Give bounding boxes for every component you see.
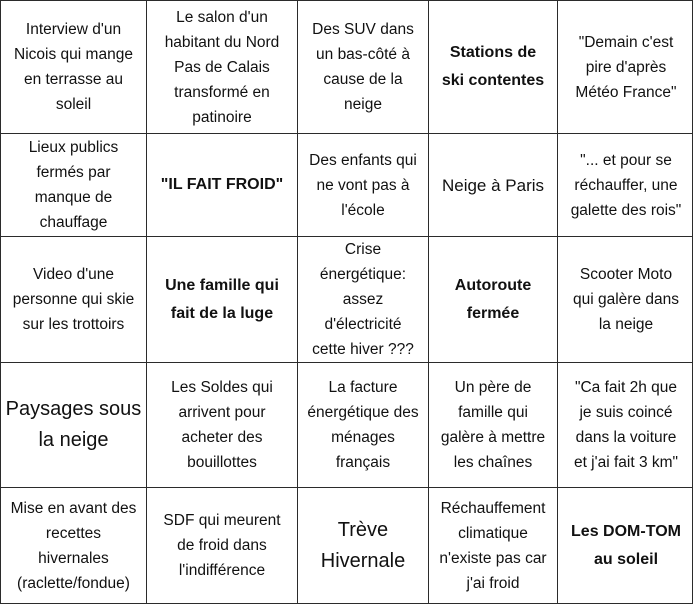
bingo-cell-text: Des enfants qui ne vont pas à l'école <box>309 151 417 219</box>
bingo-cell-text: Autoroute fermée <box>454 276 532 322</box>
bingo-cell-text: Mise en avant des recettes hivernales (raclette/fondue) <box>10 499 137 592</box>
bingo-cell-text: Trève Hivernale <box>320 518 406 572</box>
bingo-cell-text: Interview d'un Nicois qui mange en terrasse au soleil <box>14 21 133 113</box>
bingo-cell-1-1 <box>1 1 147 134</box>
bingo-cell-1-2 <box>147 1 298 134</box>
bingo-cell-4-2 <box>147 363 298 488</box>
bingo-cell-text: Crise énergétique: assez d'électricité cette hiver ??? <box>312 241 414 358</box>
bingo-cell-3-2 <box>147 237 298 363</box>
bingo-cell-text: "Demain c'est pire d'après Météo France" <box>575 33 677 101</box>
bingo-cell-3-4 <box>429 237 558 363</box>
bingo-cell-1-5 <box>558 1 693 134</box>
bingo-cell-1-3 <box>298 1 429 134</box>
bingo-cell-3-5 <box>558 237 693 363</box>
bingo-cell-text: Des SUV dans un bas-côté à cause de la neige <box>312 21 414 113</box>
bingo-cell-text: Stations de ski contentes <box>441 44 545 89</box>
bingo-cell-3-1 <box>1 237 147 363</box>
bingo-cell-2-5 <box>558 134 693 237</box>
bingo-cell-5-5 <box>558 488 693 603</box>
bingo-cell-1-4 <box>429 1 558 134</box>
bingo-cell-text: "... et pour se réchauffer, une galette des rois" <box>570 151 682 219</box>
bingo-cell-4-5 <box>558 363 693 488</box>
bingo-cell-text: Les Soldes qui arrivent pour acheter des bouillottes <box>171 379 273 471</box>
bingo-cell-text: Neige à Paris <box>441 175 545 195</box>
bingo-cell-text: Les DOM-TOM au soleil <box>571 522 681 568</box>
bingo-cell-2-3 <box>298 134 429 237</box>
bingo-cell-text: "Ca fait 2h que je suis coincé dans la voiture et j'ai fait 3 km" <box>573 379 679 471</box>
bingo-cell-text: SDF qui meurent de froid dans l'indifférence <box>163 512 281 579</box>
bingo-cell-text: Réchauffement climatique n'existe pas car j'ai froid <box>439 499 547 592</box>
bingo-cell-5-1 <box>1 488 147 603</box>
bingo-cell-4-3 <box>298 363 429 488</box>
bingo-cell-text: Scooter Moto qui galère dans la neige <box>573 266 679 333</box>
bingo-cell-text: Le salon d'un habitant du Nord Pas de Calais transformé en patinoire <box>164 8 280 126</box>
bingo-cell-text: Une famille qui fait de la luge <box>165 276 279 322</box>
bingo-cell-2-4 <box>429 134 558 237</box>
bingo-cell-text: Lieux publics fermés par manque de chauffage <box>28 139 119 231</box>
bingo-cell-4-4 <box>429 363 558 488</box>
bingo-cell-text: Paysages sous la neige <box>5 398 142 451</box>
bingo-cell-2-2 <box>147 134 298 237</box>
bingo-cell-5-3 <box>298 488 429 603</box>
bingo-cell-4-1 <box>1 363 147 488</box>
bingo-cell-text: Video d'une personne qui skie sur les trottoirs <box>12 266 135 333</box>
bingo-cell-text: La facture énergétique des ménages français <box>307 379 419 471</box>
bingo-cell-text: "IL FAIT FROID" <box>160 176 284 193</box>
bingo-cell-5-2 <box>147 488 298 603</box>
bingo-cell-2-1 <box>1 134 147 237</box>
bingo-cell-text: Un père de famille qui galère à mettre les chaînes <box>440 379 546 471</box>
bingo-cell-3-3 <box>298 237 429 363</box>
bingo-cell-5-4 <box>429 488 558 603</box>
